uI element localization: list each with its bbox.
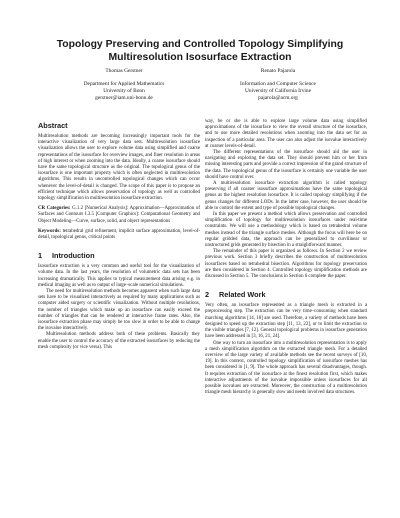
keywords-text: tetrahedral grid refinement, implicit surface approximation, level-of-detail, topological genus, critical points bbox=[38, 228, 200, 241]
keywords bbox=[38, 229, 200, 241]
cr-categories bbox=[38, 206, 200, 225]
cr-categories-label: CR Categories: bbox=[38, 206, 71, 212]
author-affiliation: University of California Irvine bbox=[244, 88, 312, 94]
body-paragraph: A multiresolution isosurface extraction algorithm is called topology preserving if all coarser isosurface approximations have the same topological genus as the highest resolution isosurface. It is called topology simplifying if the genus changes for different LODs. In the latter case, however, the user should be able to control the extent and type of possible topological changes. bbox=[205, 181, 367, 211]
author-affiliation: University of Bonn bbox=[103, 88, 145, 94]
author-name: Renato Pajarola bbox=[260, 68, 296, 74]
related-paragraph: Very often, an isosurface represented as a triangle mesh is extracted in a preprocessing step. The extraction can be very time–consuming when standard marching algorithms [14, 18] are used. Therefore, a variety of methods have been designed to speed up the extraction step [11, 13, 22], or to limit the extraction to the visible triangles [7, 12]. General topological problems in isosurface generation have been addressed in [3, 16, 21, 24]. bbox=[205, 303, 367, 340]
author-block-pajarola bbox=[194, 68, 362, 102]
keywords-label: Keywords: bbox=[38, 228, 61, 234]
related-paragraph: One way to turn an isosurface into a multiresolution representation is to apply a mesh simplification algorithm on the extracted triangle mesh. For a detailed overview of the large variety of available methods see the recent surveys of [10, 19]. In this context, controlled topology simplification of isosurface meshes has been considered in [1, 9]. The whole approach has several disadvantages, though. It requires extraction of the isosurface at the finest resolution first, which makes interactive adjustments of the isovalue impossible unless isosurfaces for all possible isovalues are extracted. Moreover, the construction of a multiresolution triangle mesh hierarchy is generally slow and needs involved data structures. bbox=[205, 340, 367, 396]
paper-title bbox=[20, 38, 380, 64]
section-heading-introduction bbox=[38, 251, 200, 260]
abstract-heading: Abstract bbox=[38, 121, 68, 130]
section-title: Related Work bbox=[219, 290, 266, 300]
body-paragraph: The different representations of the isosurface should aid the user in navigating and exploring the data set. They should prevent him or her from missing interesting parts and provide a correct impression of the grand structure of the data. The topological genus of the isosurface is certainly one variable the user should have control over. bbox=[205, 150, 367, 180]
body-paragraph: way, he or she is able to explore large volume data using simplified approximations of the isosurface to view the overall structure of the isosurface, and to use more detailed resolutions when zooming into the data set for an inspection of a particular area. The user can also adjust the isovalue interactively at coarser levels-of-detail. bbox=[205, 119, 367, 149]
right-column bbox=[205, 119, 367, 396]
intro-paragraph: Multiresolution methods address both of these problems. Basically they enable the user to control the accuracy of the extracted isosurfaces by reducing the mesh complexity (or vice versa). This bbox=[38, 332, 200, 350]
abstract-text: Multiresolution methods are becoming increasingly important tools for the interactive visualization of very large data sets. Multiresolution isosurface visualization allows the user to explore volume data using simplified and coarse representations of the isosurface for overview images, and finer resolution in areas of high interest or when zooming into the data. Ideally, a coarse isosurface should have the same topological structure as the original. The topological genus of the isosurface is one important property which is often neglected in multiresolution algorithms. This results in uncontrolled topological changes which can occur whenever the level-of-detail is changed. The scope of this paper is to propose an efficient technique which allows preservation of topology as well as controlled topology simplification in multiresolution isosurface extraction. bbox=[38, 134, 200, 202]
body-paragraph: The remainder of this paper is organized as follows. In Section 2 we review previous work. Section 3 briefly describes the construction of multiresolution isosurfaces based on tetrahedral bisection. Algorithms for topology preservation are then considered in Section 4. Controlled topology simplification methods are discussed in Section 5. The conclusions in Section 6 complete the paper. bbox=[205, 249, 367, 280]
author-email: pajarola@acm.org bbox=[258, 95, 298, 101]
title-line-1: Topology Preserving and Controlled Topology Simplifying bbox=[56, 39, 344, 50]
intro-paragraph: Isosurface extraction is a very common and useful tool for the visualization of volume data. In the last years, the resolution of volumetric data sets has been increasing dramatically. This applies to typical measurement data arising e.g. in medical imaging as well as to output of large–scale numerical simulations. bbox=[38, 264, 200, 288]
body-paragraph: In this paper we present a method which allows preservation and controlled simplification of topology for multiresolution isosurfaces under real-time constraints. We will use a methodology which is based on tetrahedral volume meshes instead of the triangle surface meshes. Although the focus will here be on regular gridded data, the approach can be generalized to curvilinear or unstructured grids generated by bisection in a straightforward manner. bbox=[205, 212, 367, 249]
title-line-2: Multiresolution Isosurface Extraction bbox=[108, 52, 292, 63]
author-block-gerstner bbox=[40, 68, 208, 102]
author-affiliation: Department for Applied Mathematics bbox=[83, 81, 165, 87]
section-number: 1 bbox=[38, 251, 43, 261]
left-column bbox=[38, 121, 200, 351]
intro-paragraph: The need for multiresolution methods becomes apparent when such large data sets have to be visualized interactively as required by many applications such as computer aided surgery or scientific visualization. Without multiple resolutions, the number of triangles which make up an isosurface can easily exceed the number of triangles that can be rendered at interactive frame rates. Also, the isosurface extraction phase may simply be too slow in order to be able to change the isovalue interactively. bbox=[38, 289, 200, 332]
author-affiliation: Information and Computer Science bbox=[240, 81, 316, 87]
author-name: Thomas Gerstner bbox=[105, 68, 143, 74]
author-email: gerstner@iam.uni-bonn.de bbox=[95, 95, 153, 101]
section-title: Introduction bbox=[52, 251, 95, 261]
cr-categories-text: G.1.2 [Numerical Analysis]: Approximation—Approximation of Surfaces and Contours I.3.5 [Computer Graphics]: Computational Geometry and Object Modeling—Curve, surface, solid, and object representations bbox=[38, 206, 200, 224]
section-heading-related-work bbox=[205, 290, 367, 299]
section-number: 2 bbox=[205, 290, 210, 300]
